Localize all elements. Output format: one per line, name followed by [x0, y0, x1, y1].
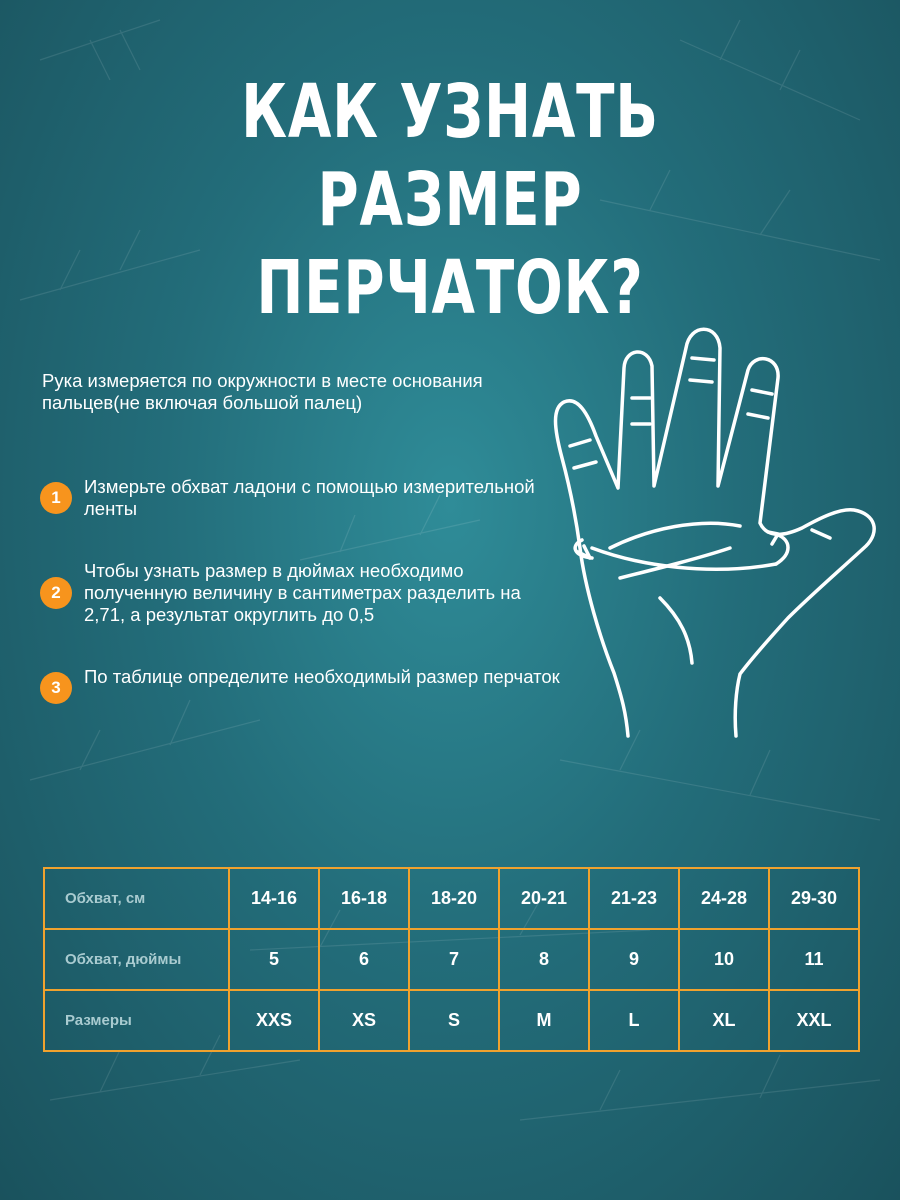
title-line-1: КАК УЗНАТЬ РАЗМЕР — [241, 69, 659, 243]
page-title — [108, 68, 792, 332]
row-header: Обхват, дюймы — [44, 929, 229, 990]
table-cell: 24-28 — [679, 868, 769, 929]
table-cell: M — [499, 990, 589, 1051]
title-line-2: ПЕРЧАТОК? — [256, 245, 644, 331]
table-cell: 20-21 — [499, 868, 589, 929]
table-cell: XL — [679, 990, 769, 1051]
row-header: Размеры — [44, 990, 229, 1051]
table-cell: 21-23 — [589, 868, 679, 929]
hand-measure-icon — [540, 318, 890, 748]
table-cell: 29-30 — [769, 868, 859, 929]
table-cell: 10 — [679, 929, 769, 990]
table-cell: 16-18 — [319, 868, 409, 929]
table-cell: 6 — [319, 929, 409, 990]
step-number-badge: 1 — [40, 482, 72, 514]
step-text: Измерьте обхват ладони с помощью измерительной ленты — [84, 476, 535, 519]
step-number-badge: 2 — [40, 577, 72, 609]
table-cell: 11 — [769, 929, 859, 990]
step-text: Чтобы узнать размер в дюймах необходимо полученную величину в сантиметрах разделить на 2,71, а результат округлить до 0,5 — [84, 560, 521, 625]
table-cell: S — [409, 990, 499, 1051]
table-cell: 14-16 — [229, 868, 319, 929]
step-number-badge: 3 — [40, 672, 72, 704]
intro-text: Рука измеряется по окружности в месте основания пальцев(не включая большой палец) — [42, 370, 483, 413]
table-cell: 18-20 — [409, 868, 499, 929]
table-cell: 8 — [499, 929, 589, 990]
table-cell: 9 — [589, 929, 679, 990]
row-header: Обхват, см — [44, 868, 229, 929]
table-cell: 7 — [409, 929, 499, 990]
table-cell: XXL — [769, 990, 859, 1051]
table-cell: 5 — [229, 929, 319, 990]
table-row — [44, 868, 859, 929]
table-row — [44, 990, 859, 1051]
table-cell: XXS — [229, 990, 319, 1051]
table-row — [44, 929, 859, 990]
step-text: По таблице определите необходимый размер перчаток — [84, 666, 560, 687]
table-cell: XS — [319, 990, 409, 1051]
table-cell: L — [589, 990, 679, 1051]
size-table — [43, 867, 860, 1052]
